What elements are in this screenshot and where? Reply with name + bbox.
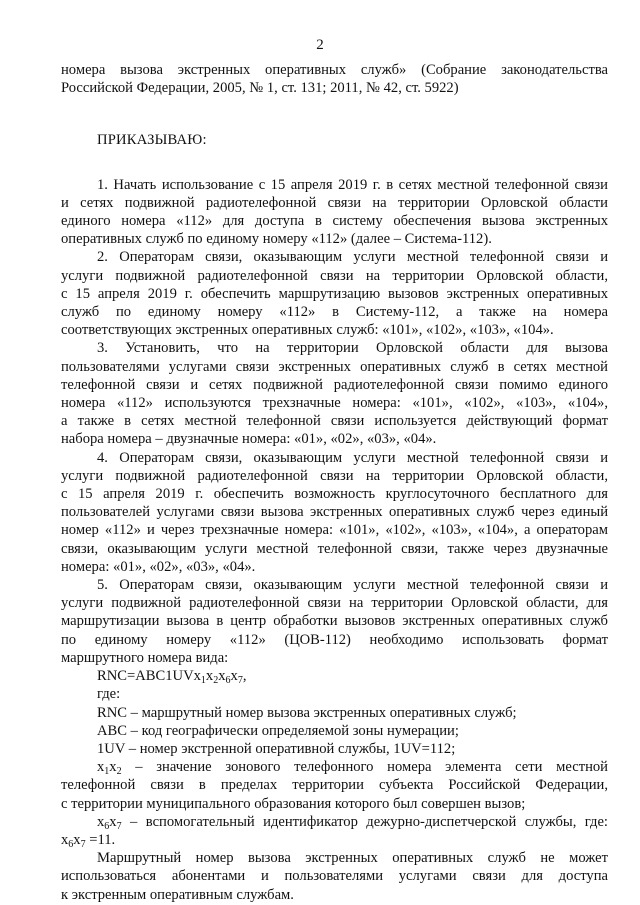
clause-line: с 15 апреля 2019 г. обеспечить возможность круглосуточного бесплатного для (61, 486, 608, 503)
clause-line: связи, оказывающим услуги местной телефонной связи, также через двузначные (61, 540, 608, 557)
clause-line: 4. Операторам связи, оказывающим услуги местной телефонной связи и (97, 449, 608, 466)
definition-line: телефонной связи в пределах территории субъекта Российской Федерации, (61, 777, 608, 794)
formula-subscript: 1 (200, 675, 206, 687)
clause-line: пользователей услугами связи вызова экстренных оперативных служб через единый (61, 504, 608, 521)
clause-line: и сетях подвижной радиотелефонной связи на территории Орловской области (61, 194, 608, 211)
definition-x6x7 (61, 813, 608, 849)
formula-subscript: 6 (225, 675, 231, 687)
where-label: где: (97, 686, 121, 703)
definition-uv: 1UV – номер экстренной оперативной службы, 1UV=112; (97, 740, 456, 757)
definition-subscript: 7 (116, 820, 122, 832)
definition-var: x (109, 759, 117, 776)
definition-line: с территории муниципального образования которого был совершен вызов; (61, 795, 526, 812)
clause-line: услуги подвижной радиотелефонной связи на территории Орловской области, (61, 467, 608, 484)
definition-var: x (73, 831, 81, 848)
clause-line: 3. Установить, что на территории Орловской области для вызова (97, 340, 608, 357)
clause-line: услуги подвижной радиотелефонной связи на территории Орловской области, (61, 267, 608, 284)
clause-3 (61, 339, 608, 448)
clause-line: маршрутного номера вида: (61, 649, 229, 666)
definition-subscript: 1 (104, 766, 110, 778)
clause-line: услуги подвижной радиотелефонной связи на территории Орловской области, для (61, 595, 608, 612)
clause-line: по единому номеру «112» (ЦОВ-112) необходимо использовать формат (61, 631, 608, 648)
formula-tail: , (242, 668, 247, 685)
intro-paragraph (61, 61, 608, 97)
clause-line: номера: «01», «02», «03», «04». (61, 558, 256, 575)
formula-var: x (230, 668, 238, 685)
page-number: 2 (316, 37, 324, 53)
clause-line: служб по единому номеру «112» в Систему-112, а также на номера (61, 304, 608, 321)
clause-line: соответствующих экстренных оперативных служб: «101», «102», «103», «104». (61, 322, 554, 339)
definition-x1x2 (61, 758, 608, 813)
clause-1 (61, 176, 608, 249)
definition-abc: ABC – код географически определяемой зоны нумерации; (97, 722, 459, 739)
definition-subscript: 6 (104, 820, 110, 832)
clause-line: с 15 апреля 2019 г. обеспечить маршрутизацию вызовов экстренных оперативных (61, 285, 608, 302)
clause-line: единого номера «112» для доступа в систему обеспечения вызова экстренных (61, 213, 608, 230)
clause-4 (61, 449, 608, 576)
clause-line: набора номера – двузначные номера: «01», «02», «03», «04». (61, 431, 437, 448)
definition-text: – значение зонового телефонного номера элемента сети местной (121, 759, 608, 776)
clause-2 (61, 248, 608, 339)
clause-line: номера «112» используются трехзначные номера: «101», «102», «103», «104», (61, 395, 608, 412)
closing-line: использоваться абонентами и пользователями услугами связи для доступа (61, 868, 608, 885)
clause-line: оперативных служб по единому номеру «112» (далее – Система-112). (61, 231, 492, 248)
definition-subscript: 7 (80, 838, 86, 850)
definition-text: – вспомогательный идентификатор дежурно-диспетчерской службы, где: (121, 813, 608, 830)
clause-line: 1. Начать использование с 15 апреля 2019 г. в сетях местной телефонной связи (97, 176, 608, 193)
formula-subscript: 7 (237, 675, 243, 687)
clause-line: пользователями услугами связи экстренных оперативных служб в сетях местной (61, 358, 608, 375)
formula-prefix: RNC=ABC1UVx (97, 668, 201, 685)
clause-line: 2. Операторам связи, оказывающим услуги местной телефонной связи и (97, 249, 608, 266)
definition-var: x (61, 831, 69, 848)
clause-line: 5. Операторам связи, оказывающим услуги местной телефонной связи и (97, 577, 608, 594)
intro-line: Российской Федерации, 2005, № 1, ст. 131; 2011, № 42, ст. 5922) (61, 80, 459, 97)
clause-line: номер «112» и через трехзначные номера: «101», «102», «103», «104», а операторам (61, 522, 608, 539)
closing-line: Маршрутный номер вызова экстренных оперативных служб не может (97, 850, 608, 867)
order-heading: ПРИКАЗЫВАЮ: (97, 132, 207, 149)
definition-subscript: 2 (116, 766, 122, 778)
closing-paragraph (61, 849, 608, 904)
definition-var: x (109, 813, 117, 830)
document-body (61, 61, 608, 904)
clause-line: маршрутизации вызова в центр обработки вызовов экстренных оперативных служб (61, 613, 608, 630)
definition-line (61, 758, 608, 776)
intro-line: номера вызова экстренных оперативных служб» (Собрание законодательства (61, 62, 608, 78)
closing-line: к экстренным оперативным службам. (61, 886, 294, 903)
clause-line: а также в сетях местной телефонной связи используется действующий формат (61, 413, 608, 430)
definition-line (61, 831, 608, 849)
definition-line (61, 813, 608, 831)
routing-number-formula (61, 667, 608, 685)
definition-text: =11. (85, 831, 116, 848)
definition-subscript: 6 (68, 838, 74, 850)
clause-line: телефонной связи и сетях подвижной радиотелефонной связи помимо единого (61, 376, 608, 393)
definition-rnc: RNC – маршрутный номер вызова экстренных оперативных служб; (97, 704, 517, 721)
definition-var: x (97, 759, 105, 776)
formula-var: x (218, 668, 226, 685)
definition-var: x (97, 813, 105, 830)
clause-5 (61, 576, 608, 667)
formula-subscript: 2 (213, 675, 219, 687)
formula-var: x (205, 668, 214, 685)
